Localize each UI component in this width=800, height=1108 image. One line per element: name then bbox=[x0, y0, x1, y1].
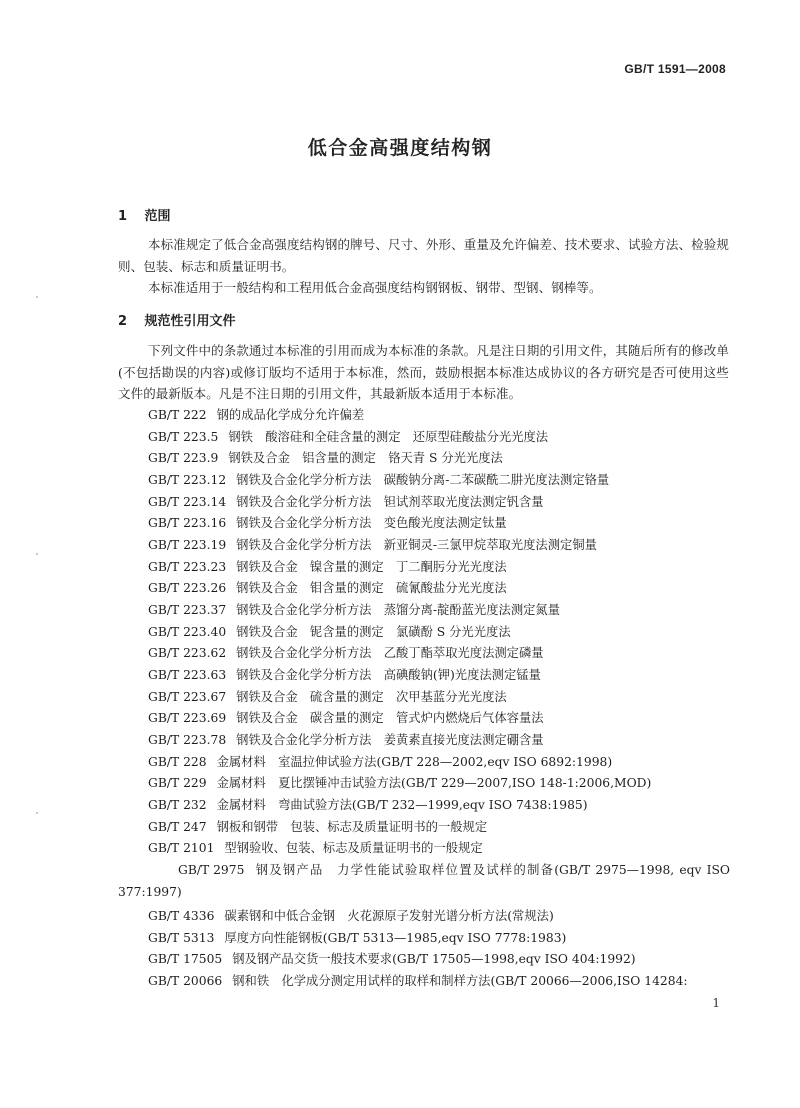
reference-item: GB/T 223.5 钢铁 酸溶硅和全硅含量的测定 还原型硅酸盐分光光度法 bbox=[148, 430, 549, 444]
reference-item: GB/T 223.62 钢铁及合金化学分析方法 乙酸丁酯萃取光度法测定磷量 bbox=[148, 646, 544, 660]
reference-item: GB/T 223.16 钢铁及合金化学分析方法 变色酸光度法测定钛量 bbox=[148, 516, 507, 530]
reference-item: GB/T 223.63 钢铁及合金化学分析方法 高碘酸钠(钾)光度法测定锰量 bbox=[148, 668, 541, 682]
scan-speck bbox=[36, 553, 38, 555]
section-number: 2 bbox=[118, 314, 128, 329]
reference-item: GB/T 223.14 钢铁及合金化学分析方法 钽试剂萃取光度法测定钒含量 bbox=[148, 495, 544, 509]
section-heading-scope bbox=[118, 205, 171, 224]
standard-code: GB/T 1591—2008 bbox=[624, 62, 726, 76]
reference-item: GB/T 223.9 钢铁及合金 铝含量的测定 铬天青 S 分光光度法 bbox=[148, 451, 503, 465]
scan-speck bbox=[36, 296, 38, 298]
section-title: 规范性引用文件 bbox=[144, 314, 236, 329]
reference-item: GB/T 5313 厚度方向性能钢板(GB/T 5313—1985,eqv ISO 7778:1983) bbox=[148, 931, 567, 945]
reference-item: GB/T 2101 型钢验收、包装、标志及质量证明书的一般规定 bbox=[148, 841, 483, 855]
reference-item: GB/T 4336 碳素钢和中低合金钢 火花源原子发射光谱分析方法(常规法) bbox=[148, 909, 554, 923]
reference-item: GB/T 228 金属材料 室温拉伸试验方法(GB/T 228—2002,eqv ISO 6892:1998) bbox=[148, 755, 613, 769]
reference-item: GB/T 223.69 钢铁及合金 碳含量的测定 管式炉内燃烧后气体容量法 bbox=[148, 711, 544, 725]
references-intro-paragraph: 下列文件中的条款通过本标准的引用而成为本标准的条款。凡是注日期的引用文件，其随后所有的修改单(不包括勘误的内容)或修订版均不适用于本标准，然而，鼓励根据本标准达成协议的各方研究是否可使用这些文件的最新版本。凡是不注日期的引用文件，其最新版本适用于本标准。 bbox=[118, 343, 729, 401]
reference-item: GB/T 223.78 钢铁及合金化学分析方法 姜黄素直接光度法测定硼含量 bbox=[148, 733, 544, 747]
reference-item: GB/T 229 金属材料 夏比摆锤冲击试验方法(GB/T 229—2007,ISO 148-1:2006,MOD) bbox=[148, 776, 652, 790]
reference-item: GB/T 232 金属材料 弯曲试验方法(GB/T 232—1999,eqv ISO 7438:1985) bbox=[148, 798, 588, 812]
reference-item: GB/T 17505 钢及钢产品交货一般技术要求(GB/T 17505—1998,eqv ISO 404:1992) bbox=[148, 952, 636, 966]
reference-item: GB/T 223.67 钢铁及合金 硫含量的测定 次甲基蓝分光光度法 bbox=[148, 690, 507, 704]
scope-paragraph-1: 本标准规定了低合金高强度结构钢的牌号、尺寸、外形、重量及允许偏差、技术要求、试验方法、检验规则、包装、标志和质量证明书。 bbox=[118, 237, 729, 274]
reference-item: GB/T 223.26 钢铁及合金 钼含量的测定 硫氰酸盐分光光度法 bbox=[148, 581, 507, 595]
reference-item: GB/T 2975 钢及钢产品 力学性能试验取样位置及试样的制备(GB/T 2975—1998, eqv ISO 377:1997) bbox=[118, 863, 730, 899]
page-number: 1 bbox=[712, 996, 720, 1010]
reference-item: GB/T 223.12 钢铁及合金化学分析方法 碳酸钠分离-二苯碳酰二肼光度法测定铬量 bbox=[148, 473, 610, 487]
section-number: 1 bbox=[118, 209, 128, 224]
section-title: 范围 bbox=[144, 209, 171, 224]
scope-paragraph-2: 本标准适用于一般结构和工程用低合金高强度结构钢钢板、钢带、型钢、钢棒等。 bbox=[148, 280, 602, 295]
reference-item: GB/T 247 钢板和钢带 包装、标志及质量证明书的一般规定 bbox=[148, 820, 488, 834]
reference-item: GB/T 223.19 钢铁及合金化学分析方法 新亚铜灵-三氯甲烷萃取光度法测定铜量 bbox=[148, 538, 597, 552]
reference-item: GB/T 223.23 钢铁及合金 镍含量的测定 丁二酮肟分光光度法 bbox=[148, 560, 507, 574]
reference-item: GB/T 223.37 钢铁及合金化学分析方法 蒸馏分离-靛酚蓝光度法测定氮量 bbox=[148, 603, 561, 617]
scan-speck bbox=[36, 812, 38, 814]
document-title: 低合金高强度结构钢 bbox=[307, 137, 493, 159]
reference-item: GB/T 20066 钢和铁 化学成分测定用试样的取样和制样方法(GB/T 20066—2006,ISO 14284: bbox=[148, 974, 688, 988]
reference-item: GB/T 223.40 钢铁及合金 铌含量的测定 氯磺酚 S 分光光度法 bbox=[148, 625, 511, 639]
section-heading-normative-references bbox=[118, 310, 236, 329]
reference-item: GB/T 222 钢的成品化学成分允许偏差 bbox=[148, 408, 365, 422]
